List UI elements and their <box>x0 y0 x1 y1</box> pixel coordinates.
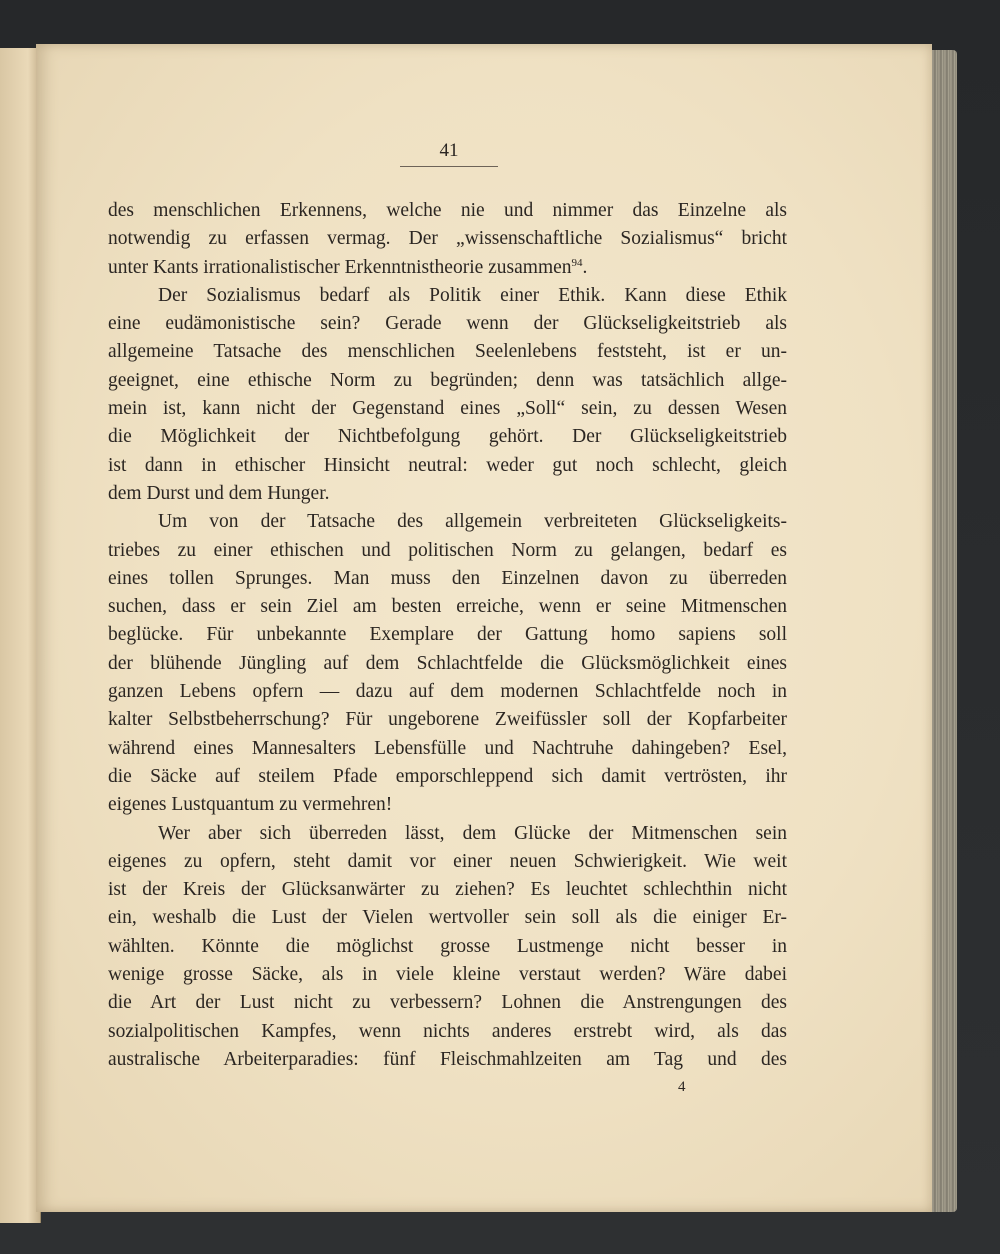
text-line <box>108 367 787 395</box>
text-line <box>108 706 787 734</box>
text-line-content: unter Kants irrationalistischer Erkenntnistheorie zusammen <box>108 256 572 278</box>
text-line <box>108 678 787 706</box>
text-line <box>108 820 787 848</box>
text-line-content: eigenes zu opfern, steht damit vor einer neuen Schwierigkeit. Wie weit <box>108 850 787 872</box>
footnote-marker: 94 <box>571 256 583 269</box>
text-line-content: die Säcke auf steilem Pfade emporschleppend sich damit vertrösten, ihr <box>108 765 787 787</box>
text-line-content: ein, weshalb die Lust der Vielen wertvoller sein soll als die einiger Er- <box>108 907 787 929</box>
text-line-content: wählten. Könnte die möglichst grosse Lustmenge nicht besser in <box>108 935 787 957</box>
text-line <box>108 282 787 310</box>
text-line-content: suchen, dass er sein Ziel am besten erreiche, wenn er seine Mitmenschen <box>108 596 787 618</box>
text-line <box>108 621 787 649</box>
text-line-content: die Möglichkeit der Nichtbefolgung gehört. Der Glückseligkeitstrieb <box>108 426 787 448</box>
text-line-content: sozialpolitischen Kampfes, wenn nichts anderes erstrebt wird, als das <box>108 1020 787 1042</box>
text-line-content: notwendig zu erfassen vermag. Der „wissenschaftliche Sozialismus“ bricht <box>108 228 787 250</box>
text-line <box>108 395 787 423</box>
text-line <box>108 338 787 366</box>
text-line-content: eines tollen Sprunges. Man muss den Einzelnen davon zu überreden <box>108 567 787 589</box>
text-line <box>108 989 787 1017</box>
text-line <box>108 904 787 932</box>
text-line <box>108 565 787 593</box>
text-line-content: eine eudämonistische sein? Gerade wenn der Glückseligkeitstrieb als <box>108 313 787 335</box>
text-line <box>108 254 787 282</box>
text-line <box>108 650 787 678</box>
text-line <box>108 452 787 480</box>
text-line-content: Der Sozialismus bedarf als Politik einer Ethik. Kann diese Ethik <box>158 284 787 306</box>
text-line-content: mein ist, kann nicht der Gegenstand eines „Soll“ sein, zu dessen Wesen <box>108 398 787 420</box>
signature-mark: 4 <box>678 1079 686 1095</box>
text-line-content: triebes zu einer ethischen und politischen Norm zu gelangen, bedarf es <box>108 539 787 561</box>
text-line-content: australische Arbeiterparadies: fünf Fleischmahlzeiten am Tag und des <box>108 1048 787 1070</box>
text-line <box>108 763 787 791</box>
text-line-content: geeignet, eine ethische Norm zu begründen; denn was tatsächlich allge- <box>108 369 787 391</box>
text-line-content: ist der Kreis der Glücksanwärter zu ziehen? Es leuchtet schlechthin nicht <box>108 879 787 901</box>
text-line <box>108 1018 787 1046</box>
text-line <box>108 310 787 338</box>
text-line-content: wenige grosse Säcke, als in viele kleine verstaut werden? Wäre dabei <box>108 964 787 986</box>
text-line <box>108 508 787 536</box>
text-line <box>108 876 787 904</box>
text-line-content: ganzen Lebens opfern — dazu auf dem modernen Schlachtfelde noch in <box>108 681 787 703</box>
left-page-edge <box>0 48 41 1223</box>
text-line <box>108 933 787 961</box>
page-number: 41 <box>400 140 498 167</box>
text-line-content: während eines Mannesalters Lebensfülle und Nachtruhe dahingeben? Esel, <box>108 737 787 759</box>
text-line-content: kalter Selbstbeherrschung? Für ungeborene Zweifüssler soll der Kopfarbeiter <box>108 709 787 731</box>
body-text <box>108 197 787 1074</box>
text-line-content: eigenes Lustquantum zu vermehren! <box>108 794 393 816</box>
text-line <box>108 423 787 451</box>
text-line-content: Wer aber sich überreden lässt, dem Glücke der Mitmenschen sein <box>158 822 787 844</box>
text-line-content: dem Durst und dem Hunger. <box>108 482 330 504</box>
text-line <box>108 480 787 508</box>
text-line-content: ist dann in ethischer Hinsicht neutral: weder gut noch schlecht, gleich <box>108 454 787 476</box>
text-line-content: der blühende Jüngling auf dem Schlachtfelde die Glücksmöglichkeit eines <box>108 652 787 674</box>
text-line <box>108 791 787 819</box>
text-line-content: des menschlichen Erkennens, welche nie und nimmer das Einzelne als <box>108 200 787 221</box>
text-line-content: die Art der Lust nicht zu verbessern? Lohnen die Anstrengungen des <box>108 992 787 1014</box>
text-line <box>108 197 787 225</box>
text-line <box>108 225 787 253</box>
text-line-content: beglücke. Für unbekannte Exemplare der Gattung homo sapiens soll <box>108 624 787 646</box>
text-line <box>108 593 787 621</box>
text-line <box>108 848 787 876</box>
text-line <box>108 537 787 565</box>
text-line <box>108 735 787 763</box>
text-line-tail: . <box>582 256 588 278</box>
text-line <box>108 1046 787 1074</box>
text-line-content: allgemeine Tatsache des menschlichen Seelenlebens feststeht, ist er un- <box>108 341 787 363</box>
text-line-content: Um von der Tatsache des allgemein verbreiteten Glückseligkeits- <box>158 511 787 533</box>
text-line <box>108 961 787 989</box>
